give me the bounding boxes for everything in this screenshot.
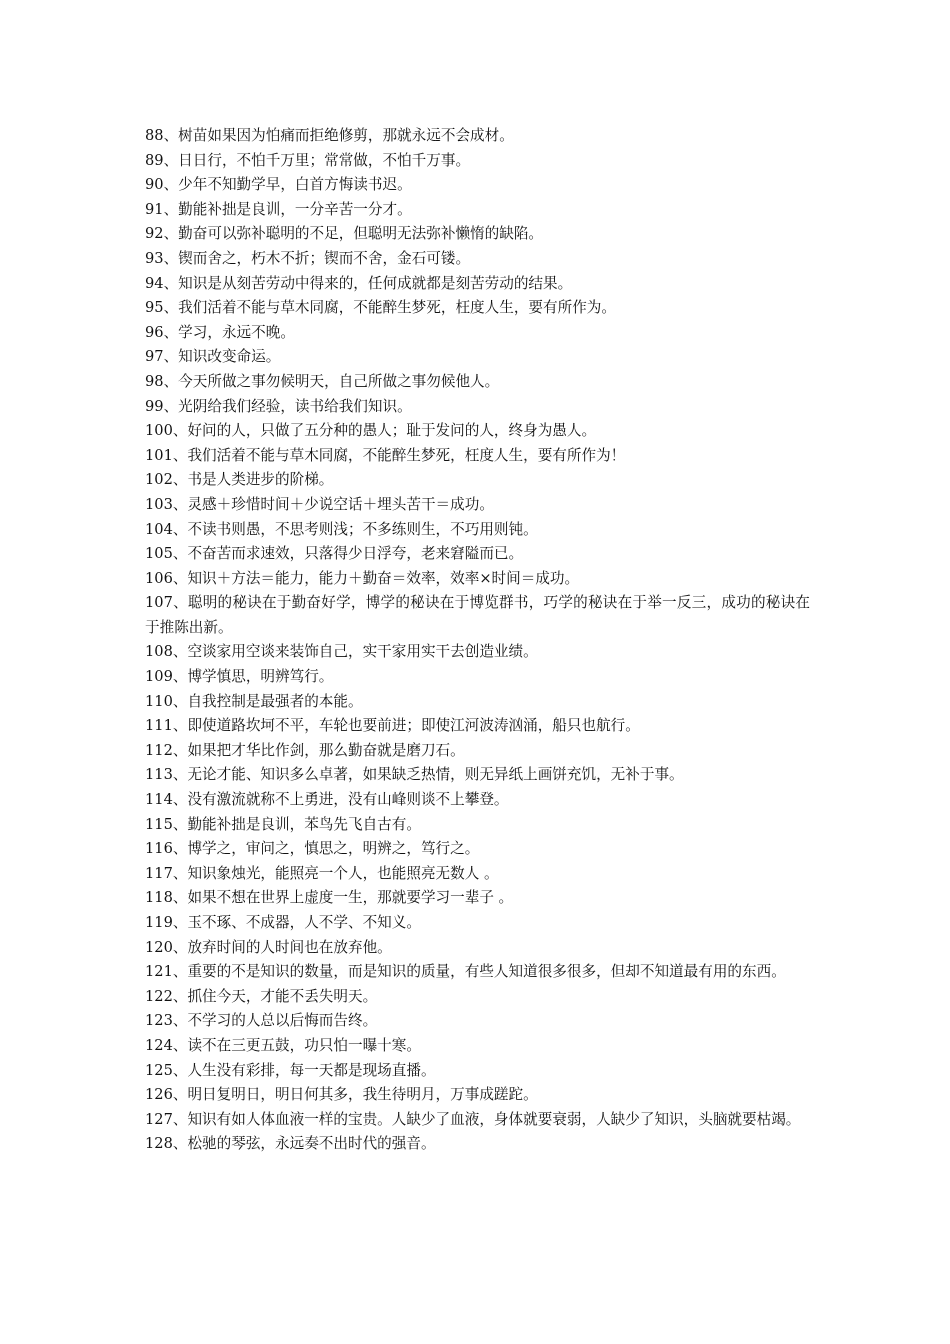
quote-line-101: 101、我们活着不能与草木同腐，不能醉生梦死，枉度人生，要有所作为！ [145, 446, 626, 464]
quote-line-117: 117、知识象烛光，能照亮一个人，也能照亮无数人 。 [145, 864, 499, 882]
quote-line-119: 119、玉不琢、不成器，人不学、不知义。 [145, 914, 421, 931]
quote-line-116: 116、博学之，审问之，慎思之，明辨之，笃行之。 [145, 840, 480, 858]
quote-line-90: 90、少年不知勤学早，白首方悔读书迟。 [145, 176, 412, 194]
quote-line-96: 96、学习，永远不晚。 [145, 323, 295, 341]
quote-line-97: 97、知识改变命运。 [145, 348, 281, 366]
quote-line-120: 120、放弃时间的人时间也在放弃他。 [145, 938, 392, 956]
quote-line-93: 93、锲而舍之，朽木不折；锲而不舍，金石可镂。 [145, 249, 471, 267]
quote-line-106: 106、知识＋方法＝能力，能力＋勤奋＝效率，效率×时间＝成功。 [145, 569, 580, 587]
quote-line-110: 110、自我控制是最强者的本能。 [145, 692, 363, 710]
quote-line-92: 92、勤奋可以弥补聪明的不足，但聪明无法弥补懒惰的缺陷。 [145, 225, 544, 243]
quote-line-124: 124、读不在三更五鼓，功只怕一曝十寒。 [145, 1036, 421, 1054]
quote-line-127: 127、知识有如人体血液一样的宝贵。人缺少了血液，身体就要衰弱，人缺少了知识，头脑就要枯竭。 [145, 1110, 801, 1128]
quote-line-113: 113、无论才能、知识多么卓著，如果缺乏热情，则无异纸上画饼充饥，无补于事。 [145, 766, 684, 784]
quote-line-111: 111、即使道路坎坷不平，车轮也要前进；即使江河波涛汹涌，船只也航行。 [145, 717, 640, 735]
quote-line-99: 99、光阴给我们经验，读书给我们知识。 [145, 397, 412, 415]
quote-list [145, 124, 810, 1157]
quote-line-95: 95、我们活着不能与草木同腐，不能醉生梦死，枉度人生，要有所作为。 [145, 299, 616, 317]
quote-line-88: 88、树苗如果因为怕痛而拒绝修剪，那就永远不会成材。 [145, 127, 514, 144]
quote-line-98: 98、今天所做之事勿候明天，自己所做之事勿候他人。 [145, 372, 500, 390]
quote-line-107: 107、聪明的秘诀在于勤奋好学，博学的秘诀在于博览群书，巧学的秘诀在于举一反三，成功的秘诀在于推陈出新。 [145, 594, 810, 636]
quote-line-128: 128、松驰的琴弦，永远奏不出时代的强音。 [145, 1135, 436, 1153]
quote-line-100: 100、好问的人，只做了五分种的愚人；耻于发问的人，终身为愚人。 [145, 422, 597, 440]
quote-line-123: 123、不学习的人总以后悔而告终。 [145, 1012, 378, 1030]
quote-line-89: 89、日日行，不怕千万里；常常做，不怕千万事。 [145, 151, 471, 169]
quote-line-126: 126、明日复明日，明日何其多，我生待明月，万事成蹉跎。 [145, 1086, 538, 1104]
quote-line-104: 104、不读书则愚，不思考则浅；不多练则生，不巧用则钝。 [145, 520, 538, 538]
quote-line-103: 103、灵感＋珍惜时间＋少说空话＋埋头苦干＝成功。 [145, 495, 494, 513]
quote-line-105: 105、不奋苦而求速效，只落得少日浮夸，老来窘隘而已。 [145, 545, 524, 563]
quote-line-108: 108、空谈家用空谈来装饰自己，实干家用实干去创造业绩。 [145, 643, 538, 661]
quote-line-122: 122、抓住今天，才能不丢失明天。 [145, 987, 378, 1005]
quote-line-114: 114、没有激流就称不上勇进，没有山峰则谈不上攀登。 [145, 791, 509, 809]
quote-line-118: 118、如果不想在世界上虚度一生，那就要学习一辈子 。 [145, 889, 514, 907]
quote-line-91: 91、勤能补拙是良训，一分辛苦一分才。 [145, 200, 412, 218]
quote-line-115: 115、勤能补拙是良训，苯鸟先飞自古有。 [145, 815, 421, 833]
quote-line-94: 94、知识是从刻苦劳动中得来的，任何成就都是刻苦劳动的结果。 [145, 274, 573, 292]
quote-line-109: 109、博学慎思，明辨笃行。 [145, 668, 334, 686]
quote-line-121: 121、重要的不是知识的数量，而是知识的质量，有些人知道很多很多，但却不知道最有用的东西。 [145, 963, 786, 981]
quote-line-112: 112、如果把才华比作剑，那么勤奋就是磨刀石。 [145, 741, 465, 759]
quote-line-125: 125、人生没有彩排，每一天都是现场直播。 [145, 1061, 436, 1079]
quote-line-102: 102、书是人类进步的阶梯。 [145, 471, 334, 489]
